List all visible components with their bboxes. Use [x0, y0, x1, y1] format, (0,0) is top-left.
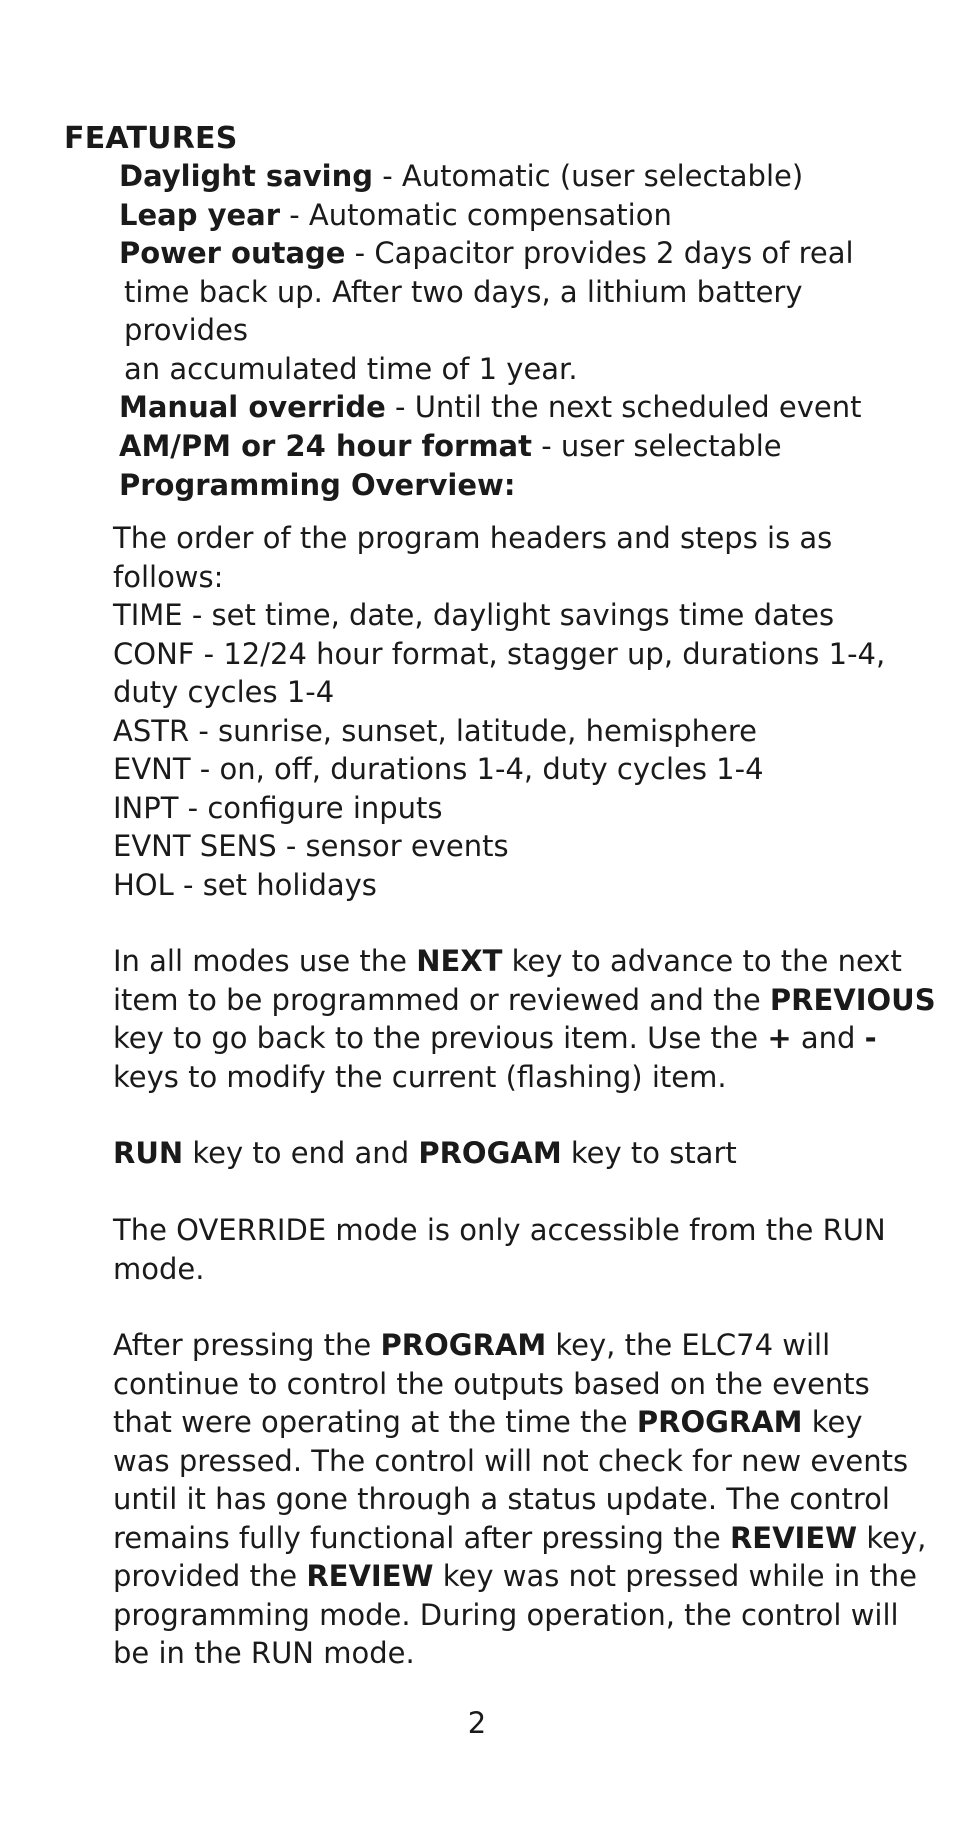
feature-label: Leap year — [119, 197, 281, 232]
text-line — [113, 1519, 927, 1558]
text-line — [113, 1326, 913, 1365]
run-program-line — [113, 1134, 913, 1173]
header-astr: ASTR - sunrise, sunset, latitude, hemisphere — [113, 713, 757, 748]
text-run: key — [802, 1405, 863, 1439]
header-evnt: EVNT - on, off, durations 1-4, duty cycles 1-4 — [113, 752, 764, 786]
feature-description: - user selectable — [531, 428, 782, 463]
text-line — [113, 942, 913, 981]
text-line — [113, 1019, 913, 1058]
review-key-label: REVIEW — [729, 1520, 858, 1555]
text-line: follows: — [113, 559, 224, 594]
header-time: TIME - set time, date, daylight savings time dates — [113, 598, 835, 632]
feature-description: - Capacitor provides 2 days of real — [345, 236, 854, 270]
override-paragraph — [113, 1211, 913, 1288]
text-run: item to be programmed or reviewed and the — [113, 982, 770, 1017]
feature-description-continued: time back up. After two days, a lithium battery provides — [124, 274, 803, 347]
text-run: provided the — [113, 1559, 307, 1593]
feature-description: - Automatic (user selectable) — [372, 159, 804, 193]
text-run: and — [791, 1021, 865, 1055]
text-line — [113, 1403, 913, 1442]
features-list — [119, 157, 919, 465]
text-line: was pressed. The control will not check for new events — [113, 1443, 909, 1478]
page-number: 2 — [467, 1706, 487, 1740]
text-run: remains fully functional after pressing the — [113, 1520, 730, 1555]
features-heading: FEATURES — [64, 121, 238, 156]
program-key-paragraph — [113, 1326, 927, 1673]
program-key-label: PROGRAM — [636, 1405, 803, 1439]
header-conf: CONF - 12/24 hour format, stagger up, durations 1-4, — [113, 636, 886, 671]
feature-leap-year — [119, 196, 919, 235]
feature-power-outage — [119, 234, 919, 388]
text-run: After pressing the — [113, 1328, 381, 1362]
text-run: key was not pressed while in the — [433, 1559, 918, 1593]
program-order-paragraph — [113, 519, 913, 904]
feature-daylight-saving — [119, 157, 919, 196]
text-line: until it has gone through a status update. The control — [113, 1482, 890, 1516]
text-run: key to go back to the previous item. Use the — [113, 1021, 768, 1055]
program-key-label: PROGRAM — [380, 1328, 547, 1362]
text-run: key, — [857, 1520, 927, 1555]
text-line: programming mode. During operation, the control will — [113, 1597, 899, 1632]
text-run: key, the ELC74 will — [546, 1328, 831, 1362]
previous-key-label: PREVIOUS — [769, 982, 936, 1017]
text-line: The OVERRIDE mode is only accessible from the RUN — [113, 1213, 886, 1247]
text-line: The order of the program headers and steps is as — [113, 521, 833, 555]
feature-description-continued: an accumulated time of 1 year. — [124, 351, 578, 386]
feature-label: Daylight saving — [119, 159, 373, 193]
header-inpt: INPT - configure inputs — [113, 790, 443, 825]
header-evnt-sens: EVNT SENS - sensor events — [113, 829, 509, 863]
run-key-label: RUN — [113, 1136, 184, 1170]
text-run: that were operating at the time the — [113, 1405, 637, 1439]
review-key-label: REVIEW — [306, 1559, 434, 1593]
next-key-label: NEXT — [416, 944, 503, 978]
text-line: keys to modify the current (flashing) item. — [113, 1059, 727, 1094]
text-line: be in the RUN mode. — [113, 1636, 415, 1670]
feature-description: - Until the next scheduled event — [385, 390, 862, 424]
feature-manual-override — [119, 388, 919, 427]
text-line — [113, 1557, 918, 1596]
text-line — [113, 981, 936, 1020]
feature-time-format — [119, 427, 919, 466]
feature-label: AM/PM or 24 hour format — [119, 428, 532, 463]
feature-description: - Automatic compensation — [280, 197, 672, 232]
progam-key-label: PROGAM — [418, 1136, 562, 1170]
text-run: key to end and — [183, 1136, 419, 1170]
header-conf-continued: duty cycles 1-4 — [113, 675, 335, 709]
text-line: mode. — [113, 1251, 205, 1286]
text-run: key to start — [561, 1136, 737, 1170]
minus-key-label: - — [864, 1021, 877, 1055]
plus-key-label: + — [767, 1021, 792, 1055]
feature-label: Power outage — [119, 236, 346, 270]
text-line — [113, 1134, 913, 1173]
programming-overview-heading: Programming Overview: — [119, 468, 516, 502]
keys-paragraph — [113, 942, 936, 1096]
feature-label: Manual override — [119, 390, 386, 424]
text-run: In all modes use the — [113, 944, 417, 978]
header-hol: HOL - set holidays — [113, 867, 377, 902]
text-run: key to advance to the next — [502, 944, 902, 978]
text-line: continue to control the outputs based on the events — [113, 1366, 870, 1401]
